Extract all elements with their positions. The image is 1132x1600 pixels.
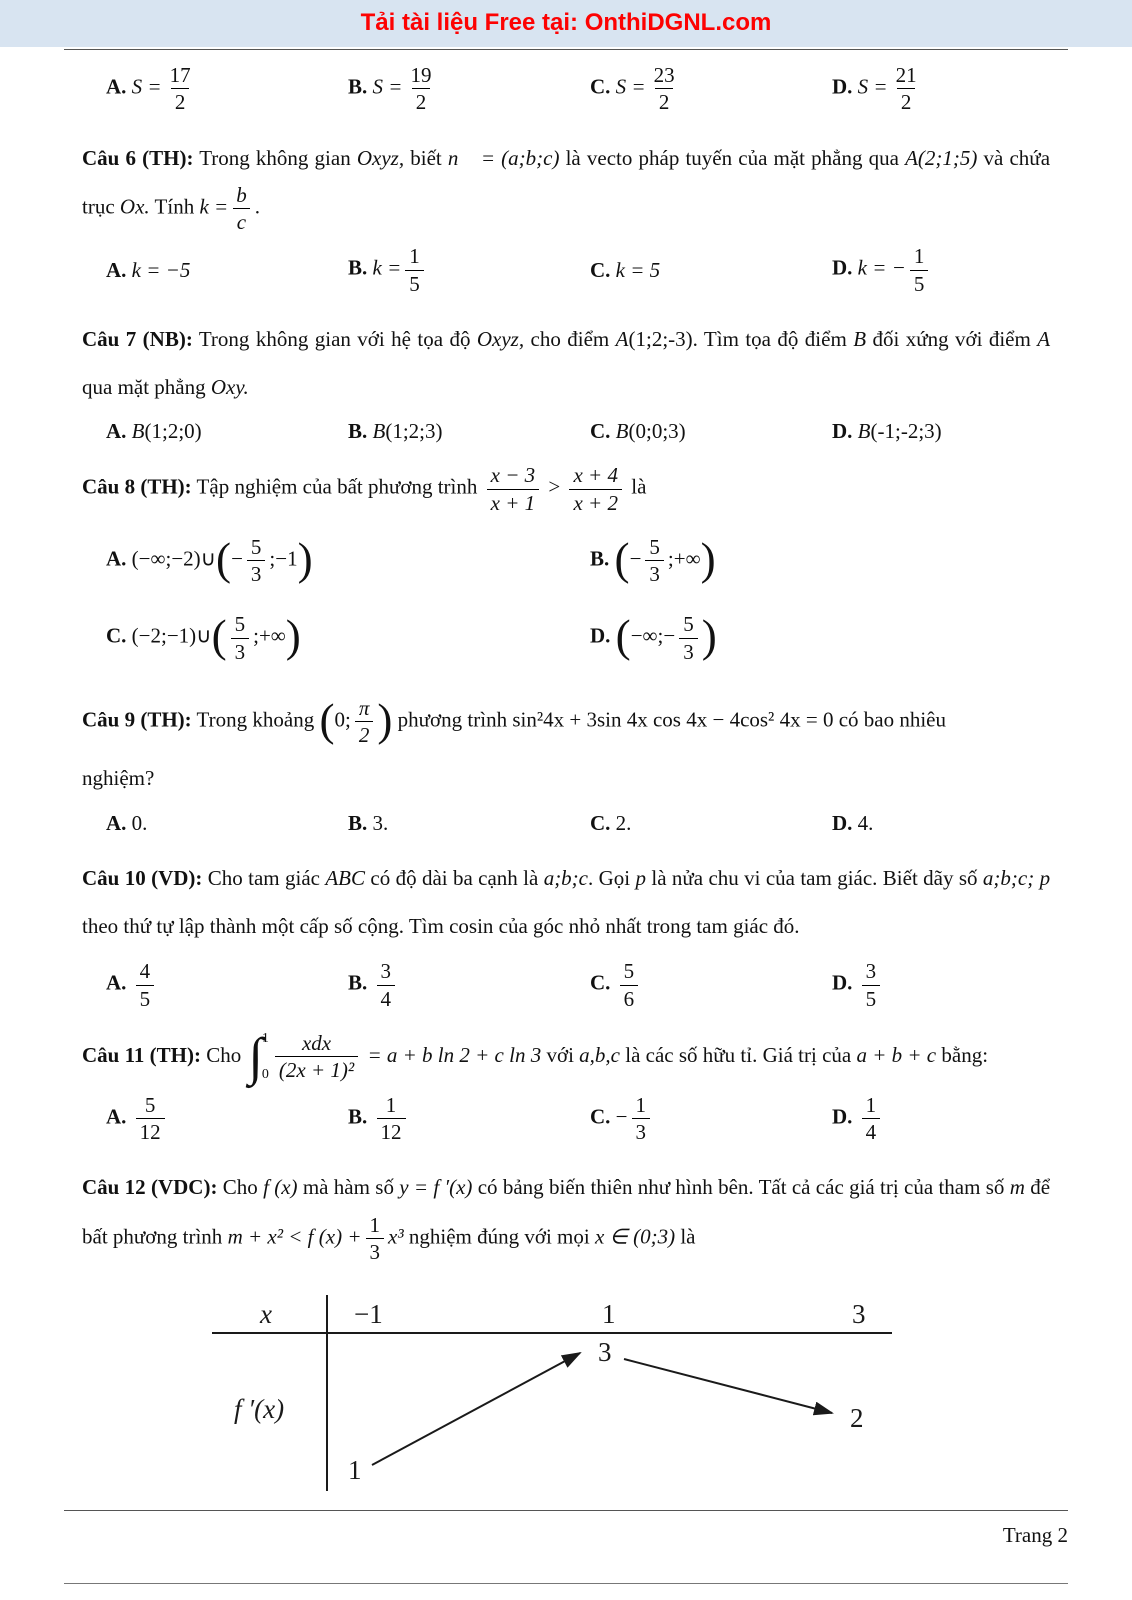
fraction [892, 62, 921, 116]
option-a [82, 811, 324, 836]
fraction [355, 695, 374, 749]
fraction-numerator: 3 [865, 959, 877, 984]
question-number: Câu 6 (TH): [82, 145, 194, 170]
option-b [324, 958, 566, 1012]
question-text: là vecto pháp tuyến của mặt phẳng qua [565, 145, 899, 170]
fraction-denominator: 3 [679, 638, 698, 665]
q9-options [82, 811, 1050, 836]
question-text: . Gọi [588, 865, 631, 890]
f-end-value: 2 [850, 1403, 864, 1434]
math-expression: x³ [388, 1224, 404, 1249]
fraction [679, 611, 698, 665]
fraction-denominator: 12 [136, 1118, 165, 1145]
option-a [82, 534, 566, 588]
option-d [808, 958, 1050, 1012]
option-var: B [615, 419, 629, 444]
fraction [645, 534, 664, 588]
fraction-numerator: 1 [369, 1212, 380, 1237]
option-expr: ;+∞ [253, 623, 286, 648]
question-text: bằng: [941, 1042, 989, 1067]
option-sign: − [615, 1104, 628, 1129]
variation-table-svg [212, 1293, 892, 1498]
option-c [566, 958, 808, 1012]
fraction-denominator: 4 [377, 985, 396, 1012]
fraction [377, 1092, 406, 1146]
option-label: A. [106, 970, 127, 995]
trig-equation: sin²4x + 3sin 4x cos 4x − 4cos² 4x = 0 [512, 707, 834, 732]
fraction [232, 182, 251, 236]
question-number: Câu 9 (TH): [82, 707, 192, 732]
option-expr: S = [615, 74, 646, 99]
question-text: có bao nhiêu [838, 707, 946, 732]
option-label: B. [348, 970, 368, 995]
option-a [82, 419, 324, 444]
option-b [324, 62, 566, 116]
fraction [166, 62, 195, 116]
question-number: Câu 10 (VD): [82, 865, 203, 890]
math-expression: x ∈ (0;3) [594, 1224, 676, 1249]
option-expr: (−∞;−2)∪ [131, 546, 217, 571]
fraction-numerator: b [236, 182, 247, 207]
option-expr: − [629, 546, 642, 571]
x-header: x [260, 1299, 272, 1330]
option-var: B [131, 419, 145, 444]
fraction-denominator: 5 [910, 270, 929, 297]
f-start-value: 1 [348, 1455, 362, 1486]
option-a [82, 958, 324, 1012]
option-label: C. [590, 1104, 611, 1129]
fraction-denominator: c [233, 208, 250, 235]
question-6 [82, 134, 1050, 236]
q5-options [82, 62, 1050, 116]
fraction-denominator: 3 [645, 560, 664, 587]
option-expr: S = [857, 74, 888, 99]
option-expr: 0. [131, 810, 148, 835]
option-d [808, 62, 1050, 116]
question-number: Câu 8 (TH): [82, 474, 192, 499]
option-expr: (-1;-2;3) [870, 419, 942, 444]
fraction-numerator: x + 4 [573, 463, 618, 488]
fraction-numerator: 19 [410, 63, 432, 87]
decreasing-arrow [624, 1359, 832, 1413]
option-a [82, 1092, 324, 1146]
fraction-numerator: 21 [895, 63, 917, 87]
option-label: D. [832, 970, 853, 995]
page-footer [64, 1510, 1068, 1548]
math-italic: A [1037, 326, 1051, 351]
vector-expression: n⃗ = (a;b;c) [447, 145, 560, 170]
math-italic: Oxyz, [356, 145, 405, 170]
option-label: A. [106, 810, 127, 835]
question-text: với [546, 1042, 574, 1067]
fraction-denominator: 3 [632, 1118, 651, 1145]
math-italic: a + b + c [856, 1042, 937, 1067]
question-10 [82, 854, 1050, 951]
fraction-numerator: 5 [649, 534, 660, 559]
header-banner [0, 0, 1132, 47]
math-expression: = a + b ln 2 + c ln 3 [367, 1042, 542, 1067]
f-peak-value: 3 [598, 1337, 612, 1368]
fraction-denominator: 2 [355, 721, 374, 748]
fraction-numerator: 1 [865, 1092, 877, 1117]
option-var: B [857, 419, 871, 444]
option-b [566, 534, 1050, 588]
math-italic: p [635, 865, 646, 890]
question-text: theo thứ tự lập thành một cấp số cộng. Tìm cosin của góc nhỏ nhất trong tam giác đó. [82, 913, 800, 938]
option-c [566, 1092, 808, 1146]
fraction-numerator: xdx [301, 1031, 332, 1056]
option-expr: (1;2;3) [385, 419, 443, 444]
option-b [324, 243, 566, 297]
option-label: B. [590, 546, 610, 571]
fraction-numerator: 1 [635, 1092, 647, 1117]
option-c [566, 258, 808, 283]
option-a [82, 62, 324, 116]
page-number: Trang 2 [1002, 1523, 1068, 1547]
fraction-numerator: 5 [234, 612, 246, 637]
math-italic: Oxy. [210, 375, 249, 400]
question-text: Trong không gian với hệ tọa độ [198, 326, 471, 351]
close-paren: ) [700, 533, 716, 584]
math-expression: k = [199, 194, 229, 219]
option-label: D. [832, 810, 853, 835]
fraction [620, 958, 639, 1012]
option-expr: (0;0;3) [628, 419, 686, 444]
option-label: A. [106, 419, 127, 444]
q8-options [82, 522, 1050, 677]
math-italic: a;b;c [543, 865, 588, 890]
option-label: B. [348, 419, 368, 444]
option-label: B. [348, 810, 368, 835]
option-c [566, 62, 808, 116]
question-text: để bất phương trình [82, 1175, 1051, 1249]
fraction-numerator: 5 [683, 612, 694, 637]
question-text: biết [410, 145, 442, 170]
fraction-denominator: 12 [377, 1118, 406, 1145]
question-text: đối xứng với điểm [872, 326, 1031, 351]
option-expr: ;−1 [269, 546, 298, 571]
fraction [910, 243, 929, 297]
open-paren: ( [614, 533, 630, 584]
question-text: cho điểm [530, 326, 610, 351]
increasing-arrow [372, 1353, 580, 1465]
fraction-denominator: 3 [366, 1238, 385, 1265]
point-expression: A(2;1;5) [905, 145, 978, 170]
option-label: D. [590, 623, 611, 648]
option-d [808, 1092, 1050, 1146]
fraction [862, 1092, 881, 1146]
question-text: là [631, 474, 647, 499]
option-expr: S = [131, 74, 162, 99]
fraction [377, 958, 396, 1012]
math-expression: y = f ′(x) [399, 1175, 473, 1200]
close-paren: ) [377, 694, 393, 745]
option-label: D. [832, 74, 853, 99]
option-expr: − [231, 546, 243, 571]
option-b [324, 419, 566, 444]
question-text: (1;2;-3). Tìm tọa độ điểm [628, 326, 847, 351]
fraction-numerator: 1 [913, 244, 925, 269]
option-var: B [372, 419, 386, 444]
option-expr: 2. [615, 810, 632, 835]
q11-options [82, 1092, 1050, 1146]
fraction-denominator: 3 [247, 560, 266, 587]
question-text: Cho [206, 1042, 242, 1067]
fraction-numerator: 5 [144, 1092, 156, 1117]
option-label: B. [348, 1104, 368, 1129]
option-d [566, 611, 1050, 665]
question-text: . [254, 194, 260, 219]
fraction-denominator: 4 [862, 1118, 881, 1145]
option-label: C. [106, 623, 127, 648]
question-text: Tính [154, 194, 195, 219]
fraction-denominator: (2x + 1)² [275, 1056, 358, 1083]
lower-limit: 0 [261, 1066, 269, 1082]
question-text: Tập nghiệm của bất phương trình [196, 474, 478, 499]
bottom-edge-line [64, 1583, 1068, 1584]
question-text: và chứa trục [82, 145, 1051, 219]
document-content [0, 50, 1132, 1504]
fraction-denominator: 5 [136, 985, 155, 1012]
integral-sign: ∫ [248, 1027, 263, 1086]
option-label: C. [590, 257, 611, 282]
fraction [406, 62, 435, 116]
option-b [324, 1092, 566, 1146]
integral [248, 1027, 269, 1086]
math-italic: Oxyz, [476, 326, 525, 351]
open-paren: ( [216, 533, 232, 584]
fraction [405, 243, 424, 297]
fraction [136, 958, 155, 1012]
open-paren: ( [211, 611, 227, 662]
question-text: Cho [222, 1175, 258, 1200]
relation-sign: > [548, 474, 561, 499]
option-b [324, 811, 566, 836]
fraction-numerator: 17 [169, 63, 191, 87]
option-label: D. [832, 255, 853, 280]
question-text: là các số hữu tỉ. Giá trị của [625, 1042, 852, 1067]
q7-options [82, 419, 1050, 444]
math-italic: a,b,c [579, 1042, 620, 1067]
fraction-numerator: π [358, 695, 370, 720]
x-value-2: 1 [602, 1299, 616, 1330]
option-expr: k = − [857, 255, 906, 280]
option-label: C. [590, 74, 611, 99]
math-expression: f (x) [263, 1175, 298, 1200]
x-value-3: 3 [852, 1299, 866, 1330]
option-label: D. [832, 1104, 853, 1129]
question-number: Câu 7 (NB): [82, 326, 193, 351]
question-9 [82, 695, 1050, 749]
f-prime-header: f ′(x) [234, 1394, 285, 1425]
math-expression: m + x² < f (x) + [227, 1224, 362, 1249]
option-expr: 3. [372, 810, 389, 835]
math-italic: m [1009, 1175, 1025, 1200]
fraction-denominator: 6 [620, 985, 639, 1012]
fraction-denominator: 5 [405, 270, 424, 297]
option-label: A. [106, 257, 127, 282]
fraction-denominator: 2 [171, 88, 190, 115]
fraction-numerator: 1 [409, 244, 420, 269]
fraction [632, 1092, 651, 1146]
option-expr: (1;2;0) [144, 419, 202, 444]
q6-options [82, 243, 1050, 297]
option-expr: k = [372, 255, 402, 280]
question-text: là nửa chu vi của tam giác. Biết dãy số [651, 865, 978, 890]
fraction-numerator: 3 [380, 959, 392, 984]
fraction-denominator: 2 [897, 88, 916, 115]
fraction [247, 534, 266, 588]
question-text: nghiệm đúng với mọi [408, 1224, 590, 1249]
option-c [566, 419, 808, 444]
question-text: Trong không gian [199, 145, 351, 170]
question-text: Cho tam giác [207, 865, 320, 890]
option-expr: −∞;− [630, 623, 676, 648]
fraction [136, 1092, 165, 1146]
option-label: C. [590, 970, 611, 995]
option-label: A. [106, 1104, 127, 1129]
close-paren: ) [297, 533, 313, 584]
math-italic: Ox. [119, 194, 150, 219]
fraction-denominator: 2 [655, 88, 674, 115]
option-label: D. [832, 419, 853, 444]
option-expr: S = [372, 74, 403, 99]
variation-table-figure [212, 1293, 1050, 1504]
question-text: có bảng biến thiên như hình bên. Tất cả các giá trị của tham số [477, 1175, 1005, 1200]
math-italic: a;b;c; p [982, 865, 1051, 890]
fraction-numerator: 23 [653, 63, 675, 87]
option-label: B. [348, 74, 368, 99]
q10-options [82, 958, 1050, 1012]
open-paren: ( [615, 611, 631, 662]
math-italic: B [853, 326, 867, 351]
fraction-denominator: 3 [231, 638, 250, 665]
option-label: C. [590, 419, 611, 444]
fraction [487, 462, 540, 516]
math-italic: ABC [325, 865, 366, 890]
question-text: nghiệm? [82, 766, 155, 791]
fraction [569, 462, 622, 516]
question-12 [82, 1163, 1050, 1265]
option-label: B. [348, 255, 368, 280]
option-expr: (−2;−1)∪ [131, 623, 212, 648]
option-label: A. [106, 74, 127, 99]
fraction [366, 1212, 385, 1266]
interval-value: 0; [334, 707, 351, 732]
fraction [275, 1030, 358, 1084]
fraction-denominator: 2 [412, 88, 431, 115]
fraction [862, 958, 881, 1012]
close-paren: ) [701, 611, 717, 662]
question-text: phương trình [397, 707, 508, 732]
option-label: A. [106, 546, 127, 571]
question-text: qua mặt phẳng [82, 375, 206, 400]
upper-limit: 1 [261, 1030, 269, 1046]
x-value-1: −1 [354, 1299, 383, 1330]
question-number: Câu 12 (VDC): [82, 1175, 218, 1200]
footer-divider [64, 1510, 1068, 1511]
option-d [808, 419, 1050, 444]
question-text: là [680, 1224, 696, 1249]
option-expr: k = −5 [131, 257, 191, 282]
option-d [808, 243, 1050, 297]
fraction-numerator: x − 3 [490, 463, 536, 488]
option-expr: k = 5 [615, 257, 661, 282]
option-label: C. [590, 810, 611, 835]
question-11 [82, 1027, 1050, 1086]
question-text: có độ dài ba cạnh là [370, 865, 539, 890]
integral-limits [262, 1030, 269, 1084]
question-text: mà hàm số [302, 1175, 394, 1200]
math-italic: A [615, 326, 629, 351]
option-c [566, 811, 808, 836]
question-text: Trong khoảng [196, 707, 315, 732]
open-paren: ( [319, 694, 335, 745]
option-a [82, 258, 324, 283]
close-paren: ) [285, 611, 301, 662]
fraction-denominator: 5 [862, 985, 881, 1012]
fraction-denominator: x + 1 [487, 489, 540, 516]
question-7 [82, 315, 1050, 412]
fraction-numerator: 4 [139, 959, 151, 984]
option-expr: 4. [857, 810, 874, 835]
option-d [808, 811, 1050, 836]
question-number: Câu 11 (TH): [82, 1042, 202, 1067]
fraction [231, 611, 250, 665]
fraction [650, 62, 679, 116]
fraction-numerator: 5 [623, 959, 635, 984]
option-expr: ;+∞ [667, 546, 701, 571]
option-c [82, 611, 566, 665]
question-8 [82, 462, 1050, 516]
fraction-numerator: 1 [385, 1092, 397, 1117]
fraction-numerator: 5 [250, 534, 262, 559]
fraction-denominator: x + 2 [569, 489, 622, 516]
question-9-continued [82, 754, 1050, 802]
header-title: Tải tài liệu Free tại: OnthiDGNL.com [360, 9, 772, 36]
